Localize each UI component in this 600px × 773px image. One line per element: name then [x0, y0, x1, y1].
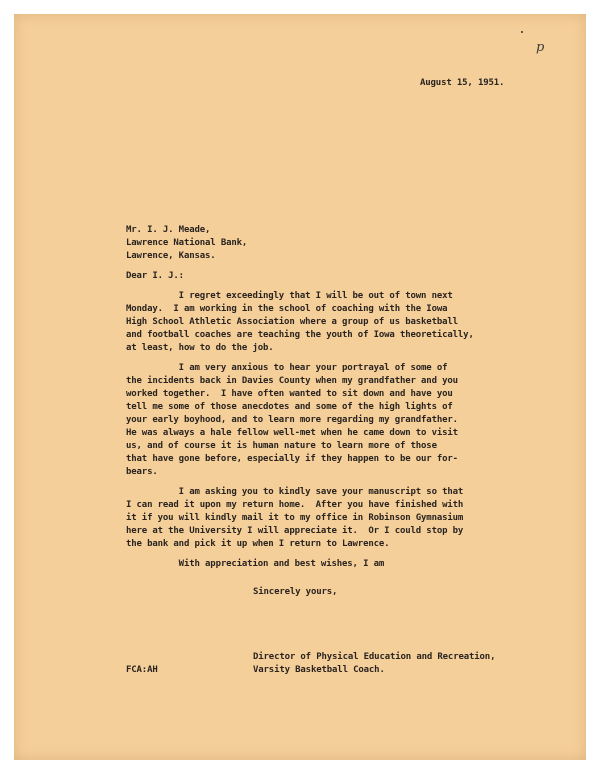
body-line: worked together. I have often wanted to sit down and have you [126, 389, 453, 399]
body-line: here at the University I will appreciate it. Or I could stop by [126, 526, 464, 536]
body-line: He was always a hale fellow well-met when he came down to visit [126, 428, 458, 438]
body-line: With appreciation and best wishes, I am [126, 559, 385, 569]
salutation: Dear I. J.: [126, 271, 184, 281]
body-line: High School Athletic Association where a group of us basketball [126, 317, 458, 327]
body-line: tell me some of those anecdotes and some of the high lights of [126, 402, 453, 412]
letter-date: August 15, 1951. [420, 78, 505, 88]
recipient-name: Mr. I. J. Meade, [126, 225, 211, 235]
body-line: I can read it upon my return home. After you have finished with [126, 500, 464, 510]
body-line: it if you will kindly mail it to my office in Robinson Gymnasium [126, 513, 464, 523]
body-line: the incidents back in Davies County when my grandfather and you [126, 376, 458, 386]
recipient-city: Lawrence, Kansas. [126, 251, 216, 261]
body-line: I regret exceedingly that I will be out of town next [126, 291, 453, 301]
signature-title-line: Director of Physical Education and Recreation, [253, 652, 496, 662]
body-line: that have gone before, especially if they happen to be our for- [126, 454, 458, 464]
body-line: and football coaches are teaching the youth of Iowa theoretically, [126, 330, 474, 340]
body-line: your early boyhood, and to learn more regarding my grandfather. [126, 415, 458, 425]
body-line: I am very anxious to hear your portrayal of some of [126, 363, 448, 373]
ink-dot [521, 31, 523, 33]
body-line: us, and of course it is human nature to learn more of those [126, 441, 437, 451]
pencil-annotation: p [536, 40, 545, 55]
body-line: Monday. I am working in the school of coaching with the Iowa [126, 304, 448, 314]
reference-initials: FCA:AH [126, 665, 158, 675]
signature-title-line: Varsity Basketball Coach. [253, 665, 385, 675]
complimentary-close: Sincerely yours, [253, 587, 338, 597]
body-line: bears. [126, 467, 158, 477]
body-line: at least, how to do the job. [126, 343, 274, 353]
body-line: the bank and pick it up when I return to Lawrence. [126, 539, 390, 549]
body-line: I am asking you to kindly save your manuscript so that [126, 487, 464, 497]
recipient-company: Lawrence National Bank, [126, 238, 248, 248]
